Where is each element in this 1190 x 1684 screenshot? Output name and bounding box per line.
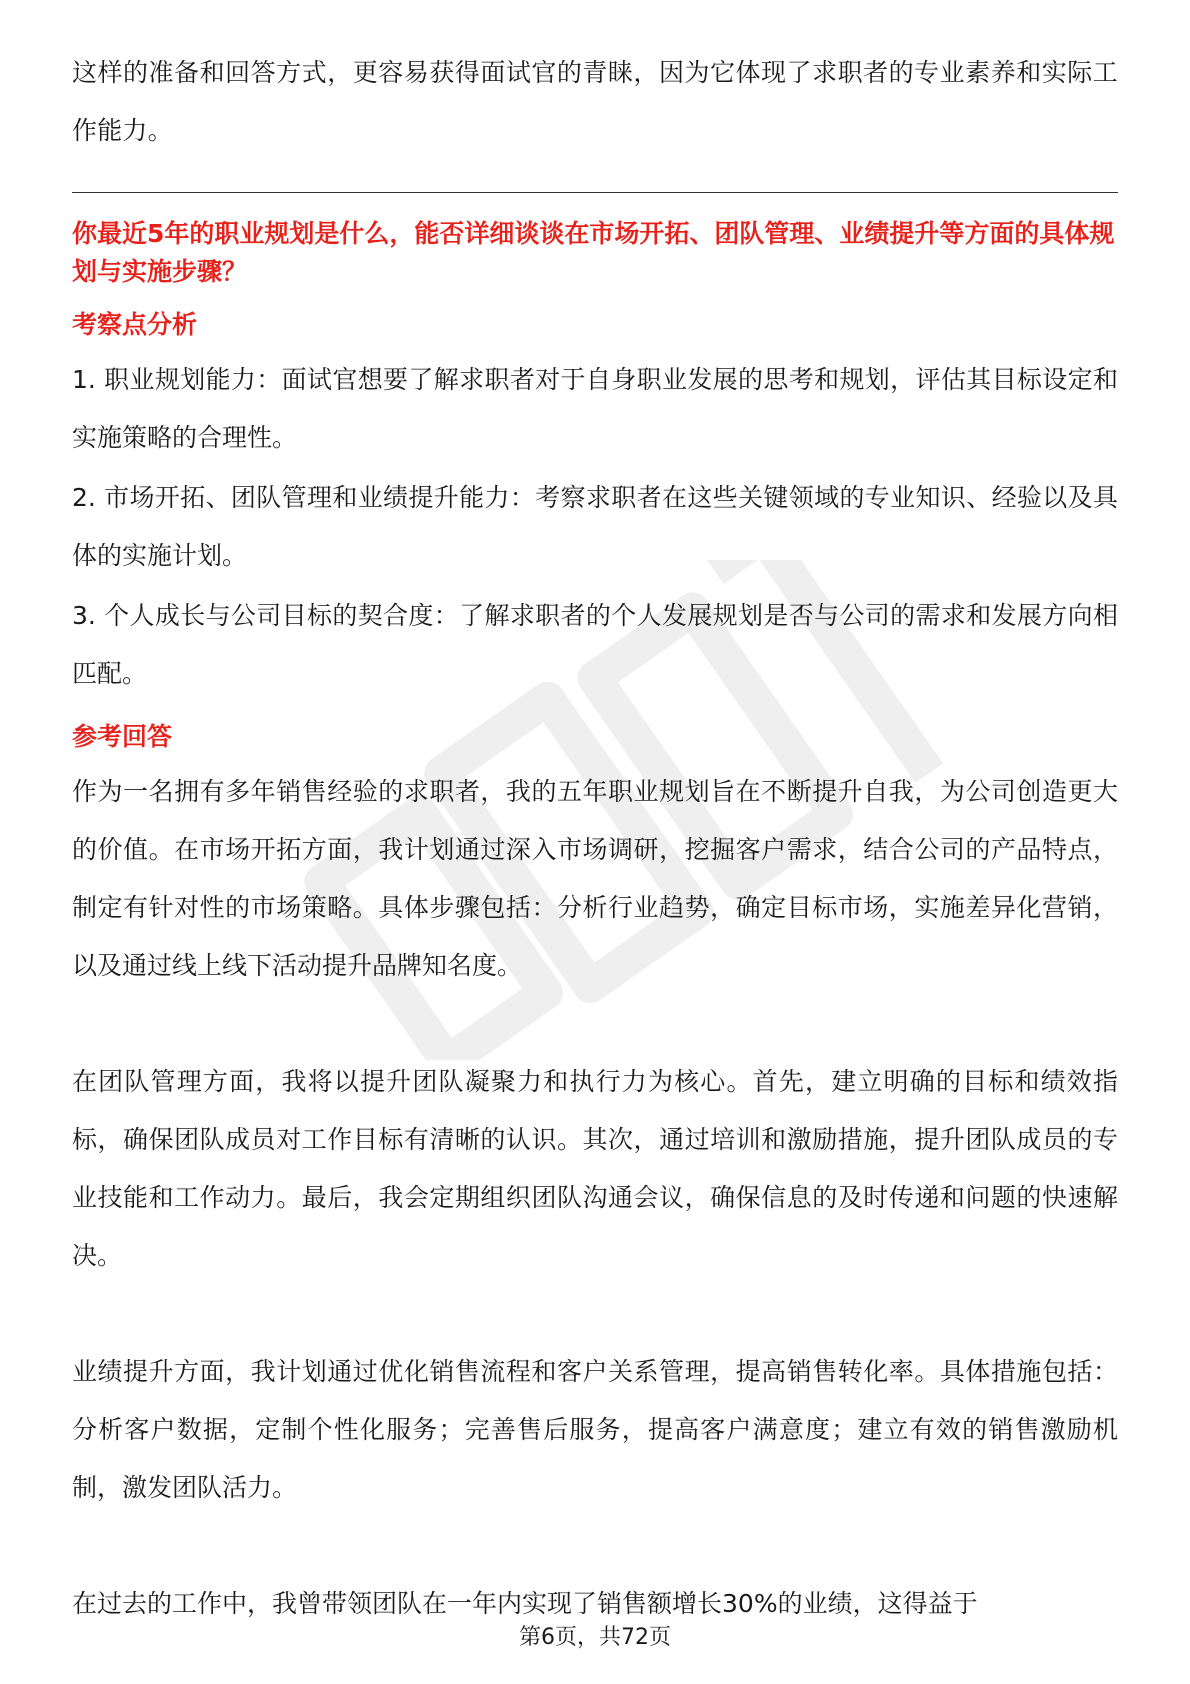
section-divider — [72, 192, 1118, 193]
intro-paragraph: 这样的准备和回答方式，更容易获得面试官的青睐，因为它体现了求职者的专业素养和实际工作能力。 — [72, 58, 1118, 145]
answer-paragraph-2: 在团队管理方面，我将以提升团队凝聚力和执行力为核心。首先，建立明确的目标和绩效指标，确保团队成员对工作目标有清晰的认识。其次，通过培训和激励措施，提升团队成员的专业技能和工作动力。最后，我会定期组织团队沟通会议，确保信息的及时传递和问题的快速解决。 — [72, 1067, 1118, 1270]
answer-title: 参考回答 — [72, 722, 173, 751]
analysis-item-2: 2. 市场开拓、团队管理和业绩提升能力：考察求职者在这些关键领域的专业知识、经验以及具体的实施计划。 — [72, 483, 1118, 570]
answer-paragraph-1: 作为一名拥有多年销售经验的求职者，我的五年职业规划旨在不断提升自我，为公司创造更大的价值。在市场开拓方面，我计划通过深入市场调研，挖掘客户需求，结合公司的产品特点，制定有针对性的市场策略。具体步骤包括：分析行业趋势，确定目标市场，实施差异化营销，以及通过线上线下活动提升品牌知名度。 — [72, 777, 1118, 980]
section-gap — [72, 705, 1118, 717]
paragraph-gap — [72, 1517, 1118, 1575]
paragraph-gap — [72, 1285, 1118, 1343]
page-number: 第6页，共72页 — [519, 1625, 671, 1650]
answer-paragraph-3: 业绩提升方面，我计划通过优化销售流程和客户关系管理，提高销售转化率。具体措施包括：分析客户数据，定制个性化服务；完善售后服务，提高客户满意度；建立有效的销售激励机制，激发团队活力。 — [72, 1357, 1118, 1502]
analysis-title: 考察点分析 — [72, 310, 198, 339]
analysis-item-1: 1. 职业规划能力：面试官想要了解求职者对于自身职业发展的思考和规划，评估其目标设定和实施策略的合理性。 — [72, 365, 1118, 452]
analysis-item-3: 3. 个人成长与公司目标的契合度：了解求职者的个人发展规划是否与公司的需求和发展方向相匹配。 — [72, 601, 1118, 688]
paragraph-gap — [72, 995, 1118, 1053]
interview-question: 你最近5年的职业规划是什么，能否详细谈谈在市场开拓、团队管理、业绩提升等方面的具体规划与实施步骤？ — [72, 219, 1115, 286]
main-content — [72, 44, 1118, 1633]
answer-paragraph-4: 在过去的工作中，我曾带领团队在一年内实现了销售额增长30%的业绩，这得益于 — [72, 1589, 978, 1618]
